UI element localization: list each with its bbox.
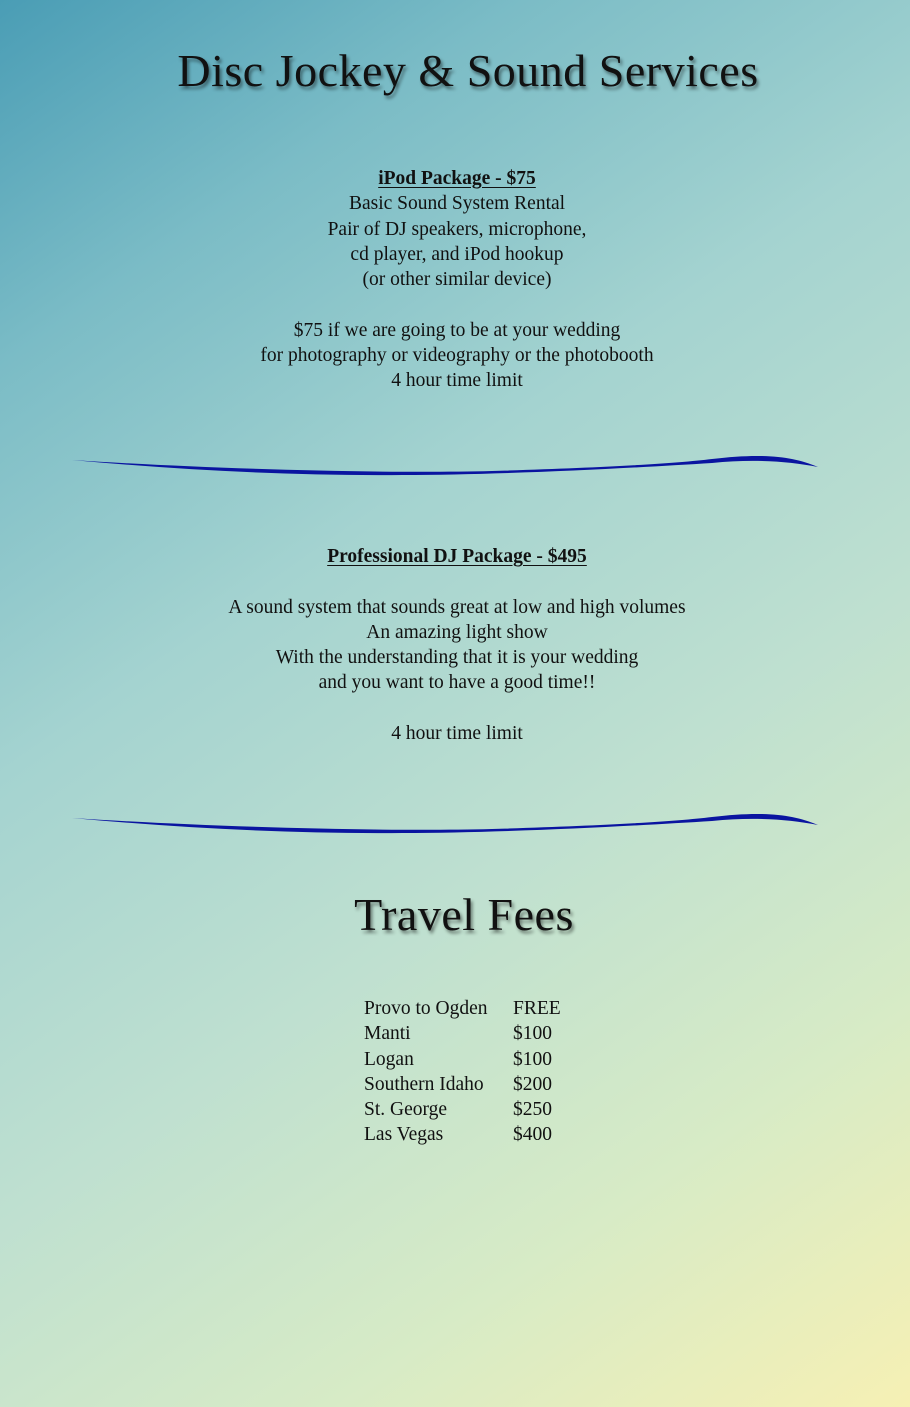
fee-amount: $250 — [513, 1099, 552, 1121]
ipod-package-line: cd player, and iPod hookup — [350, 243, 564, 265]
ipod-package-note: for photography or videography or the photobooth — [260, 345, 654, 367]
ipod-package-line: (or other similar device) — [362, 269, 552, 291]
fee-amount: $100 — [513, 1023, 552, 1045]
fee-amount: $100 — [513, 1048, 552, 1070]
travel-fees-table — [362, 996, 561, 1148]
fee-destination: Manti — [364, 1023, 411, 1045]
ipod-package-note: $75 if we are going to be at your wedding — [293, 319, 621, 341]
fee-destination: Logan — [364, 1048, 414, 1070]
pro-package-heading: Professional DJ Package - $495 — [327, 546, 587, 567]
spacer — [4, 569, 910, 594]
pro-package-line: With the understanding that it is your wedding — [275, 647, 639, 669]
fee-amount: $200 — [513, 1073, 552, 1095]
fee-amount: FREE — [513, 998, 561, 1019]
travel-fees-title: Travel Fees — [354, 889, 574, 940]
fee-destination: Las Vegas — [364, 1124, 444, 1146]
table-row — [362, 996, 561, 1021]
table-row — [362, 1097, 561, 1122]
table-row — [362, 1047, 561, 1072]
brush-stroke-divider — [72, 454, 818, 478]
pro-package-line: An amazing light show — [366, 621, 548, 643]
spacer — [4, 696, 910, 721]
page-title: Disc Jockey & Sound Services — [177, 45, 759, 96]
pro-package-line: and you want to have a good time!! — [318, 672, 596, 694]
fee-amount: $400 — [513, 1124, 552, 1146]
fee-destination: St. George — [364, 1099, 448, 1121]
ipod-package-heading: iPod Package - $75 — [378, 168, 536, 189]
ipod-package-line: Pair of DJ speakers, microphone, — [327, 218, 587, 240]
table-row — [362, 1072, 561, 1097]
fee-destination: Provo to Ogden — [364, 998, 488, 1019]
ipod-package-note: 4 hour time limit — [391, 370, 523, 392]
table-row — [362, 1122, 561, 1147]
brush-stroke-divider — [72, 812, 818, 836]
pro-package-note: 4 hour time limit — [391, 723, 523, 745]
ipod-package-line: Basic Sound System Rental — [348, 193, 566, 215]
ipod-package — [0, 166, 910, 394]
pro-package-line: A sound system that sounds great at low and high volumes — [228, 596, 686, 618]
professional-dj-package — [0, 544, 910, 746]
spacer — [4, 292, 910, 317]
fee-destination: Southern Idaho — [364, 1073, 484, 1095]
table-row — [362, 1021, 561, 1046]
